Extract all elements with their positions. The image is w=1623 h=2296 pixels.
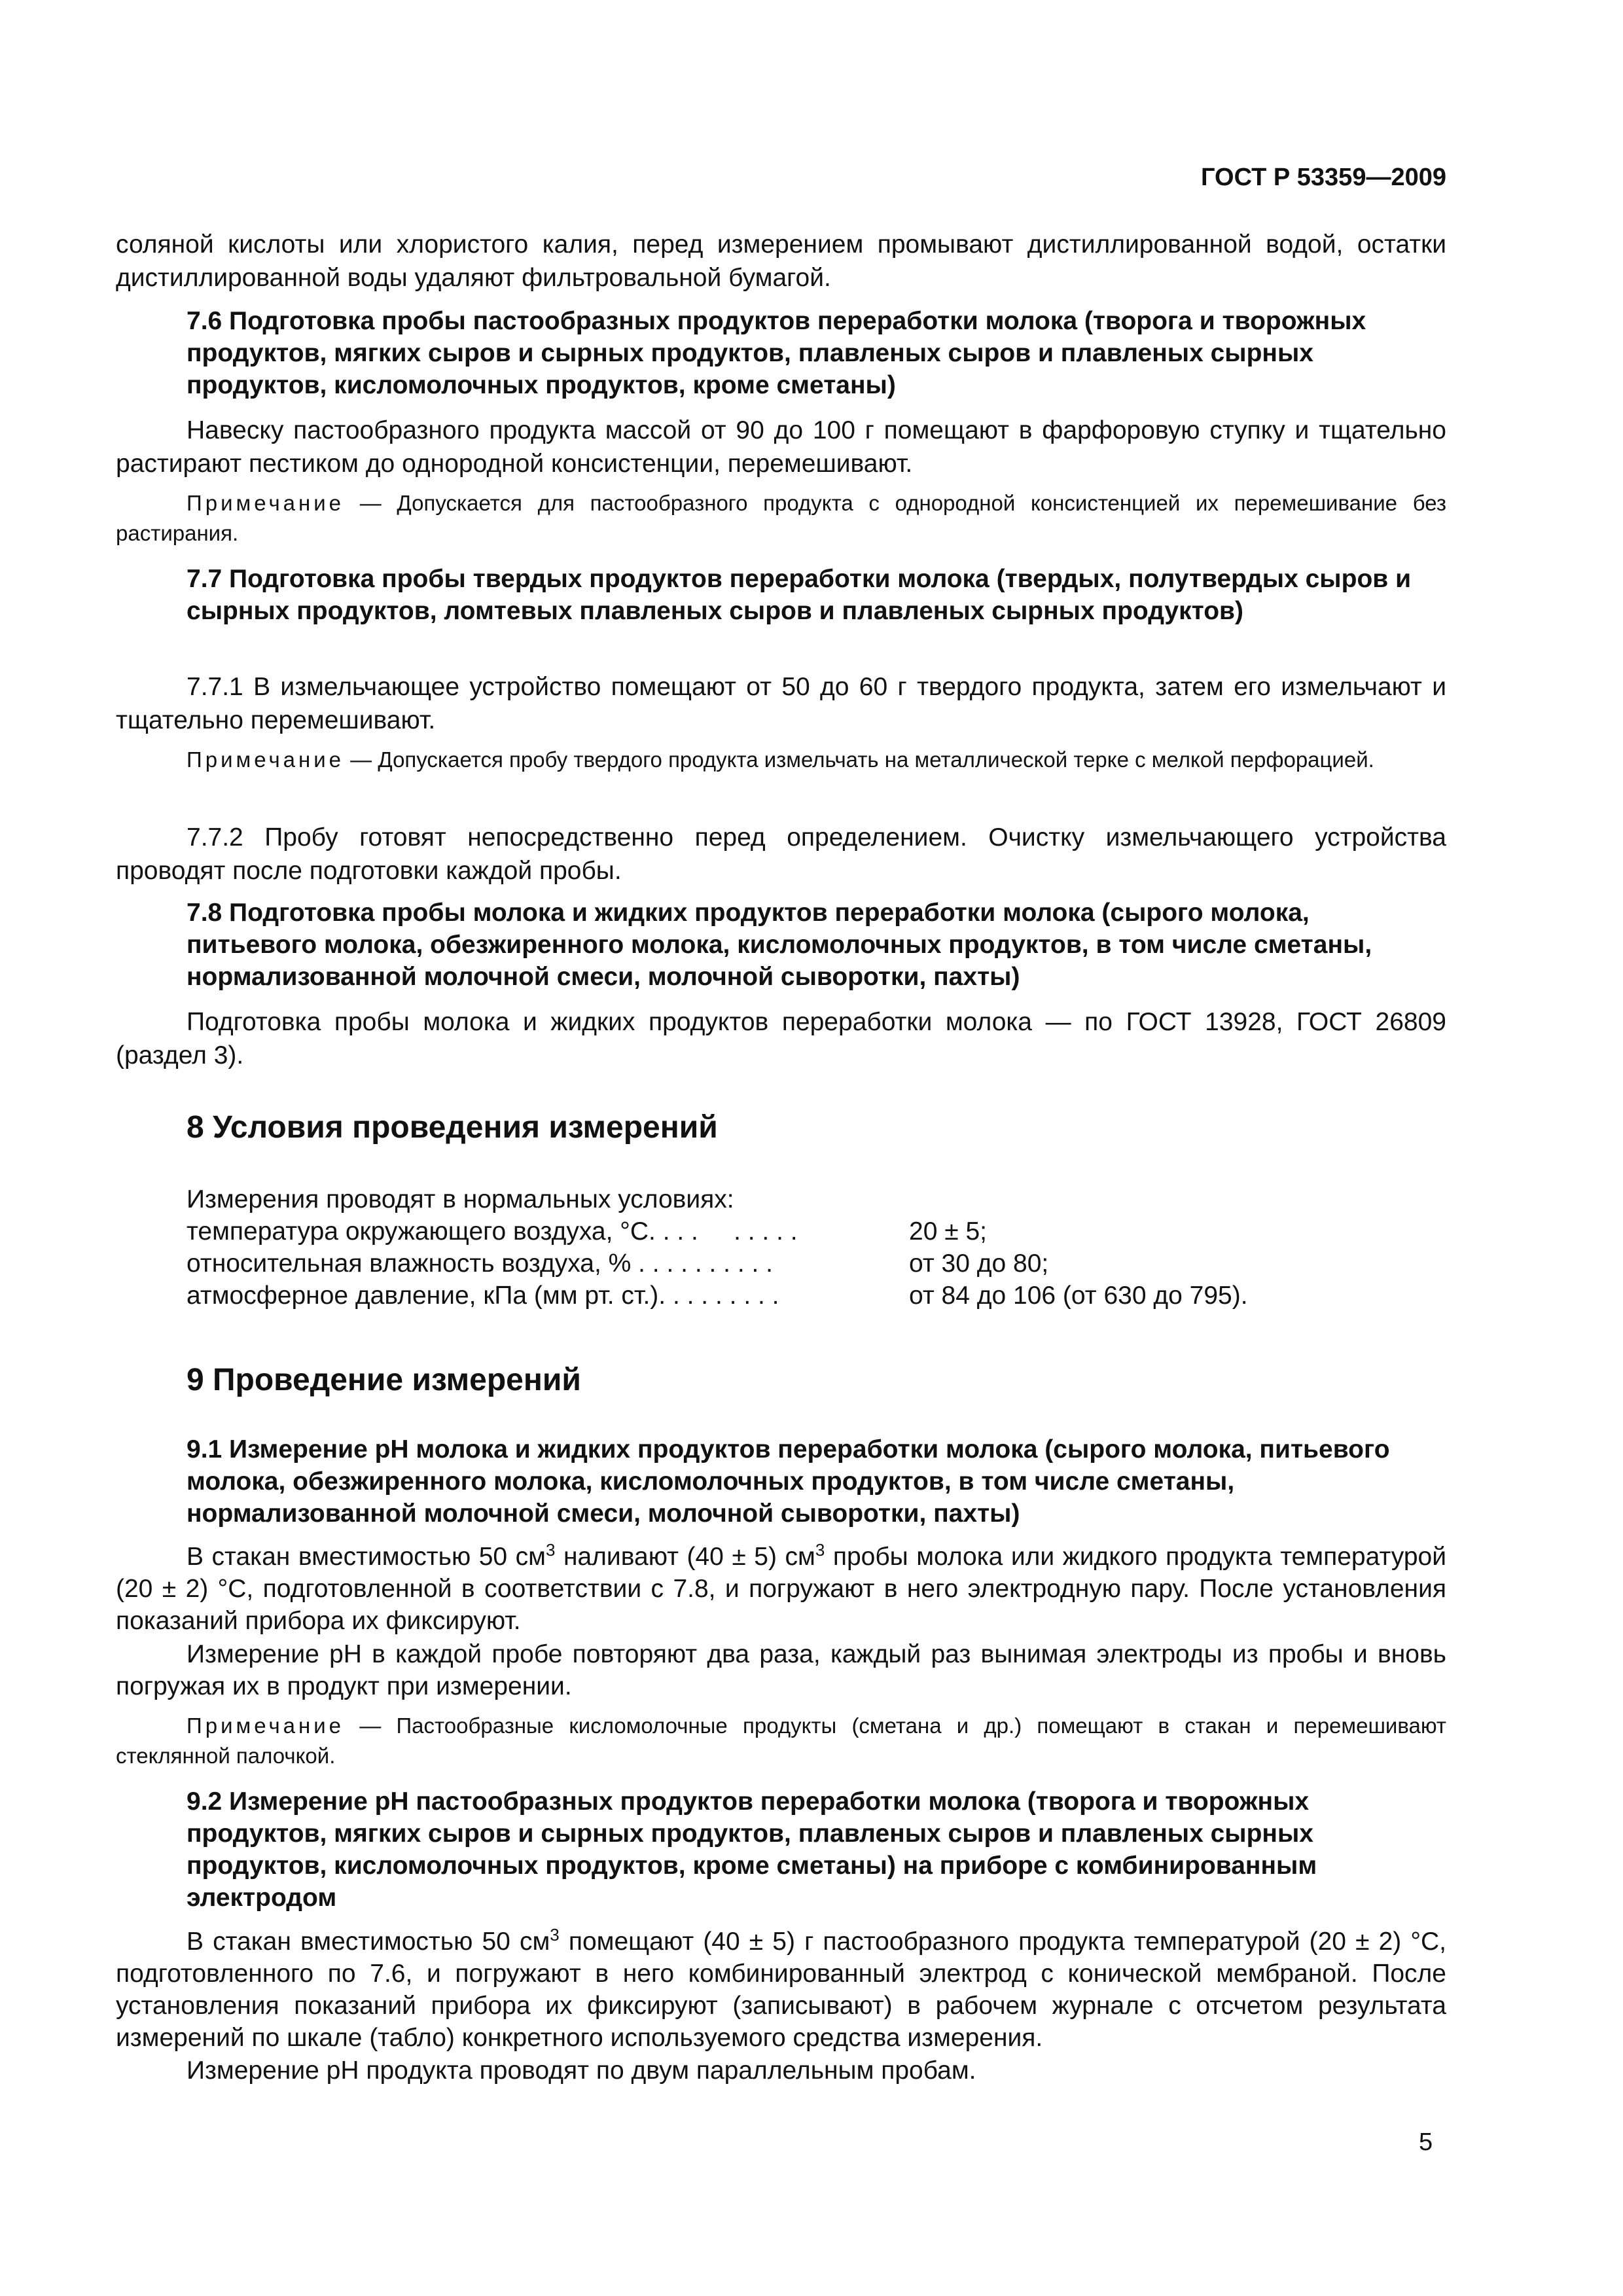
note-label: Примечание [187,1713,345,1738]
document-id-header: ГОСТ Р 53359—2009 [1201,164,1446,191]
condition-label: температура окружающего воздуха, °С. . . . . . . . . [187,1217,798,1246]
section-7-7-1-paragraph: 7.7.1 В измельчающее устройство помещают от 50 до 60 г твердого продукта, затем его измельчают и тщательно перемешивают. [116,673,1446,734]
condition-label: относительная влажность воздуха, % . . . . . . . . . . [187,1249,774,1278]
section-9-heading: 9 Проведение измерений [187,1363,581,1397]
section-7-7-heading: 7.7 Подготовка пробы твердых продуктов переработки молока (твердых, полутвердых сыров и сырных продуктов, ломтевых плавленых сыров и плавленых сырных продуктов) [187,565,1412,625]
text-fragment: помещают (40 ± 5) г пастообразного продукта температурой (20 ± 2) °С, подготовленного по 7.6, и погружают в него комбинированный электрод с конической мембраной. После установления показаний прибора их фиксируют (записывают) в рабочем журнале с отсчетом результата измерений по шкале (табло) конкретного используемого средства измерения. [116,1928,1446,2052]
text-fragment: пробы молока или жидкого продукта температурой (20 ± 2) °С, подготовленной в соответствии с 7.8, и погружают в него электродную пару. После установления показаний прибора их фиксируют. [116,1543,1446,1635]
condition-row-pressure [187,1280,1248,1312]
note-text: — Допускается пробу твердого продукта измельчать на металлической терке с мелкой перфорацией. [344,747,1374,772]
section-7-7-2-paragraph: 7.7.2 Пробу готовят непосредственно перед определением. Очистку измельчающего устройства проводят после подготовки каждой пробы. [116,823,1446,885]
section-9-2-paragraph-2: Измерение рН продукта проводят по двум параллельным пробам. [187,2056,976,2085]
note-text: — Пастообразные кисломолочные продукты (сметана и др.) помещают в стакан и перемешивают стеклянной палочкой. [116,1713,1446,1768]
conditions-list [116,1215,1248,1312]
note-label: Примечание [187,747,345,772]
section-9-1-note [116,1711,1446,1771]
condition-value: от 30 до 80; [909,1249,1049,1278]
section-9-1-heading: 9.1 Измерение рН молока и жидких продуктов переработки молока (сырого молока, питьевого молока, обезжиренного молока, кисломолочных продуктов, в том числе сметаны, нормализованной молочной смеси, молочной сыворотки, пахты) [187,1435,1390,1528]
note-text: — Допускается для пастообразного продукта с однородной консистенцией их перемешивание без растирания. [116,491,1446,545]
section-7-6-heading: 7.6 Подготовка пробы пастообразных продуктов переработки молока (творога и творожных продуктов, мягких сыров и сырных продуктов, плавленых сыров и плавленых сырных продуктов, кисломолочных продуктов, кроме сметаны) [187,307,1366,399]
intro-paragraph: соляной кислоты или хлористого калия, перед измерением промывают дистиллированной водой, остатки дистиллированной воды удаляют фильтровальной бумагой. [116,230,1446,292]
section-9-1-paragraph-2: Измерение рН в каждой пробе повторяют два раза, каждый раз вынимая электроды из пробы и вновь погружая их в продукт при измерении. [116,1640,1446,1700]
condition-row-humidity [187,1247,1248,1280]
section-9-2-paragraph-1 [116,1926,1446,2054]
condition-row-temperature [187,1215,1248,1247]
condition-value: 20 ± 5; [909,1217,987,1246]
condition-value: от 84 до 106 (от 630 до 795). [909,1282,1248,1310]
section-7-6-body: Навеску пастообразного продукта массой от 90 до 100 г помещают в фарфоровую ступку и тщательно растирают пестиком до однородной консистенции, перемешивают. [116,416,1446,478]
superscript: 3 [545,1540,556,1560]
section-9-2-heading: 9.2 Измерение рН пастообразных продуктов переработки молока (творога и творожных продуктов, мягких сыров и сырных продуктов, плавленых сыров и плавленых сырных продуктов, кисломолочных продуктов, кроме сметаны) на приборе с комбинированным электродом [187,1787,1317,1912]
text-fragment: В стакан вместимостью 50 см [187,1928,550,1956]
page-number: 5 [1419,2128,1433,2156]
note-label: Примечание [187,491,345,515]
superscript: 3 [550,1925,560,1945]
section-7-6-note [116,488,1446,548]
text-fragment: В стакан вместимостью 50 см [187,1543,546,1571]
section-7-8-heading: 7.8 Подготовка пробы молока и жидких продуктов переработки молока (сырого молока, питьевого молока, обезжиренного молока, кисломолочных продуктов, в том числе сметаны, нормализованной молочной смеси, молочной сыворотки, пахты) [187,899,1372,991]
section-8-heading: 8 Условия проведения измерений [187,1110,718,1145]
section-9-1-paragraph-1 [116,1541,1446,1637]
section-7-8-body: Подготовка пробы молока и жидких продуктов переработки молока — по ГОСТ 13928, ГОСТ 26809 (раздел 3). [116,1008,1446,1069]
conditions-intro: Измерения проводят в нормальных условиях: [187,1185,734,1213]
text-fragment: наливают (40 ± 5) см [555,1543,815,1571]
superscript: 3 [815,1540,825,1560]
condition-label: атмосферное давление, кПа (мм рт. ст.). . . . . . . . . [187,1282,779,1310]
section-7-7-note [116,745,1446,775]
